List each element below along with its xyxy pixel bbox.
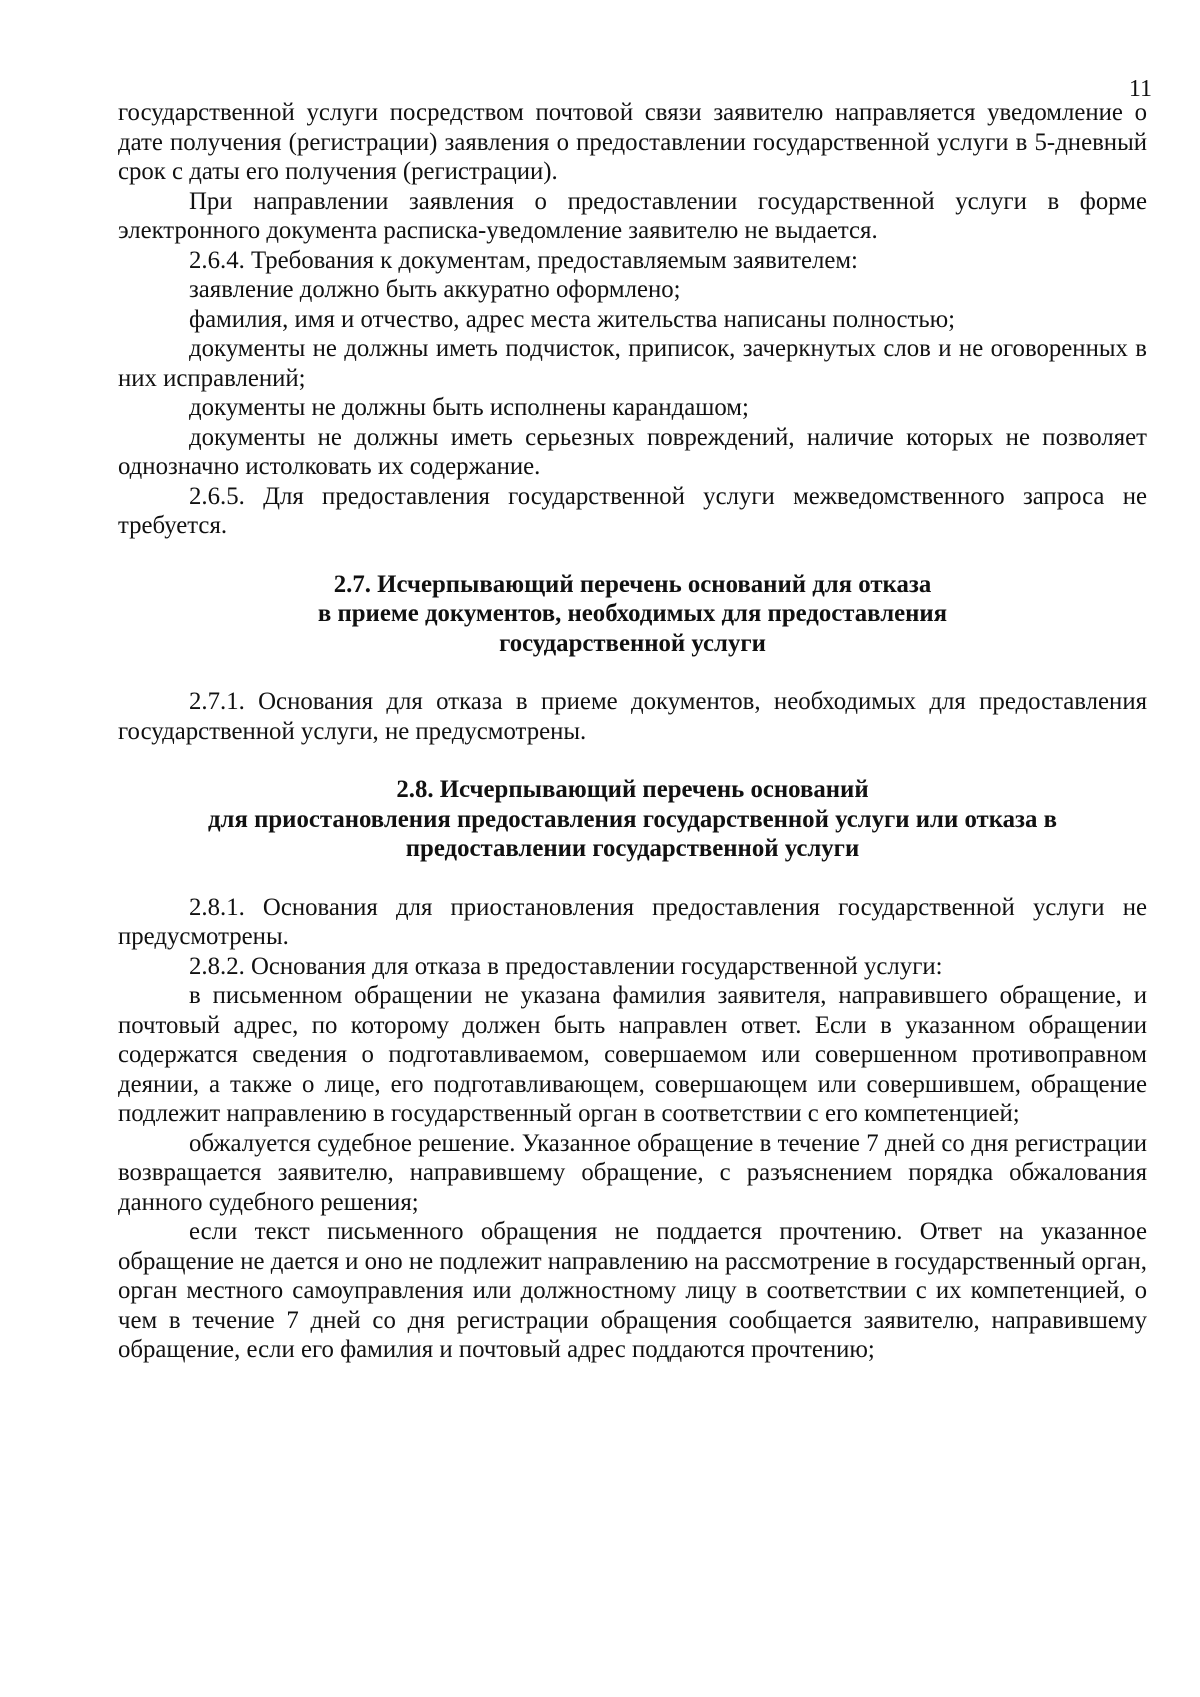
paragraph: обжалуется судебное решение. Указанное обращение в течение 7 дней со дня регистрации возвращается заявителю, направившему обращение, с разъяснением порядка обжалования данного судебного решения; xyxy=(118,1129,1147,1216)
section-heading-2-8 xyxy=(118,775,1147,864)
paragraph: При направлении заявления о предоставлении государственной услуги в форме электронного документа расписка-уведомление заявителю не выдается. xyxy=(118,187,1147,244)
heading-line: государственной услуги xyxy=(499,629,766,657)
heading-line: для приостановления предоставления государственной услуги или отказа в xyxy=(208,805,1057,833)
paragraph: 2.8.1. Основания для приостановления предоставления государственной услуги не предусмотрены. xyxy=(118,893,1147,950)
spacer xyxy=(118,864,1147,893)
heading-line: 2.8. Исчерпывающий перечень оснований xyxy=(396,776,869,803)
heading-line: предоставлении государственной услуги xyxy=(405,835,860,862)
paragraph: заявление должно быть аккуратно оформлено; xyxy=(189,276,681,303)
paragraph: 2.7.1. Основания для отказа в приеме документов, необходимых для предоставления государственной услуги, не предусмотрены. xyxy=(118,688,1147,745)
heading-line: в приеме документов, необходимых для предоставления xyxy=(317,600,948,627)
paragraph: если текст письменного обращения не поддается прочтению. Ответ на указанное обращение не дается и оно не подлежит направлению на рассмотрение в государственный орган, орган местного самоуправления или должностному лицу в соответствии с их компетенцией, о чем в течение 7 дней со дня регистрации обращения сообщается заявителю, направившему обращение, если его фамилия и почтовый адрес поддаются прочтению; xyxy=(118,1218,1147,1363)
spacer xyxy=(118,746,1147,775)
spacer xyxy=(118,541,1147,570)
paragraph: документы не должны иметь подчисток, приписок, зачеркнутых слов и не оговоренных в них исправлений; xyxy=(118,335,1147,392)
paragraph: документы не должны иметь серьезных повреждений, наличие которых не позволяет однозначно истолковать их содержание. xyxy=(118,423,1147,480)
page-body xyxy=(118,98,1147,1365)
paragraph: 2.6.5. Для предоставления государственной услуги межведомственного запроса не требуется. xyxy=(118,482,1147,539)
paragraph: фамилия, имя и отчество, адрес места жительства написаны полностью; xyxy=(189,305,956,333)
page-number: 11 xyxy=(1128,76,1152,102)
section-heading-2-7 xyxy=(118,570,1147,659)
paragraph: в письменном обращении не указана фамилия заявителя, направившего обращение, и почтовый адрес, по которому должен быть направлен ответ. Если в указанном обращении содержатся сведения о подготавливаемом, совершаемом или совершенном противоправном деянии, а также о лице, его подготавливающем, совершающем или совершившем, обращение подлежит направлению в государственный орган в соответствии с его компетенцией; xyxy=(118,982,1147,1127)
spacer xyxy=(118,658,1147,687)
paragraph: государственной услуги посредством почтовой связи заявителю направляется уведомление о дате получения (регистрации) заявления о предоставлении государственной услуги в 5-дневный срок с даты его получения (регистрации). xyxy=(118,99,1147,185)
paragraph: 2.8.2. Основания для отказа в предоставлении государственной услуги: xyxy=(189,952,943,980)
paragraph: 2.6.4. Требования к документам, предоставляемым заявителем: xyxy=(189,246,858,274)
paragraph: документы не должны быть исполнены карандашом; xyxy=(189,394,749,421)
heading-line: 2.7. Исчерпывающий перечень оснований для отказа xyxy=(333,570,932,598)
